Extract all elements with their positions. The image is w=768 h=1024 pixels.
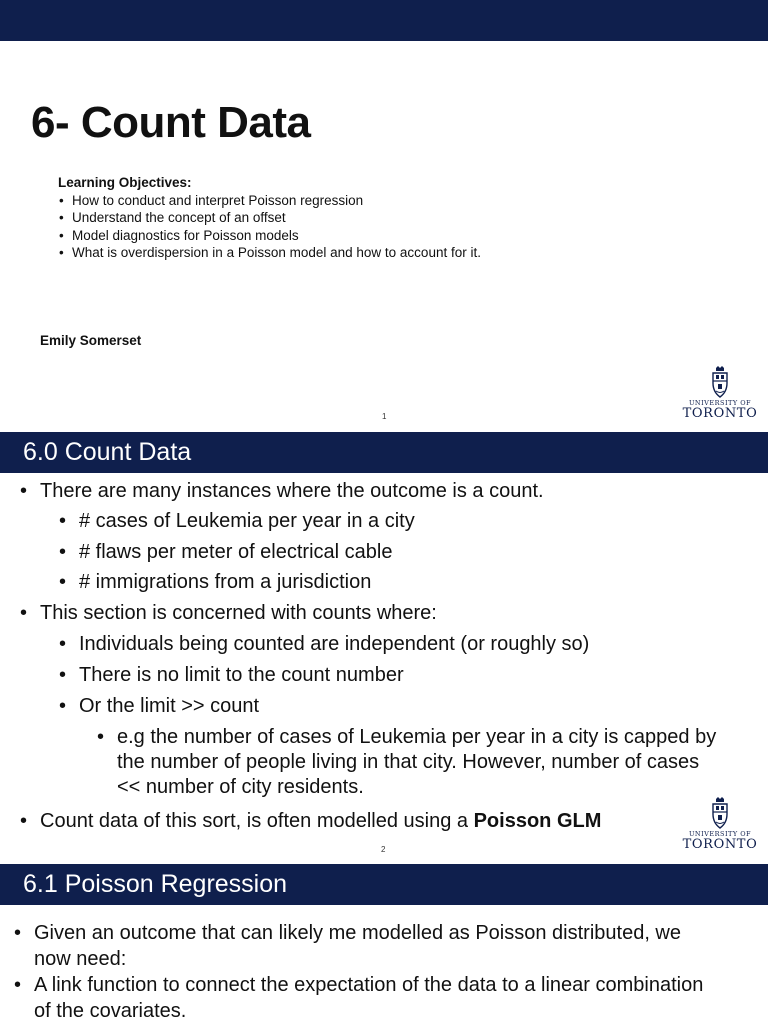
logo-toronto: TORONTO [682, 406, 758, 421]
bullet-item: • A link function to connect the expectation of the data to a linear combination of the covariates. [14, 974, 704, 1022]
bullet-text: Individuals being counted are independent (or roughly so) [79, 633, 590, 655]
logo-university-of: UNIVERSITY OF [688, 830, 752, 838]
objective-item: • Model diagnostics for Poisson models [58, 227, 481, 245]
objectives-heading: Learning Objectives: [58, 175, 192, 190]
bullet-item: • Count data of this sort, is often modelled using a Poisson GLM [20, 810, 602, 832]
bullet-item: • Given an outcome that can likely me modelled as Poisson distributed, we now need: [14, 922, 682, 970]
bullet-text: Given an outcome that can likely me modelled as Poisson distributed, we now need: [34, 922, 682, 970]
university-logo [679, 797, 761, 857]
bullet-text: e.g the number of cases of Leukemia per year in a city is capped by the number of people living in that city. However, number of cases << number of city residents. [117, 726, 717, 798]
slide2-header [0, 432, 768, 473]
bullet-text: This section is concerned with counts where: [40, 602, 437, 624]
bullet-text: # cases of Leukemia per year in a city [79, 510, 415, 532]
bullet-text: # flaws per meter of electrical cable [79, 541, 393, 563]
bullet-item: • # immigrations from a jurisdiction [59, 571, 372, 593]
bullet-item: • # flaws per meter of electrical cable [59, 541, 393, 563]
bullet-bold-text: Poisson GLM [473, 810, 602, 832]
author-name: Emily Somerset [40, 333, 142, 348]
bullet-text: A link function to connect the expectation of the data to a linear combination of the covariates. [34, 974, 704, 1022]
logo-university-of: UNIVERSITY OF [688, 399, 752, 407]
crest-icon [710, 366, 730, 398]
objective-item: • How to conduct and interpret Poisson regression [58, 192, 481, 210]
bullet-text: # immigrations from a jurisdiction [79, 571, 372, 593]
crest-icon [710, 797, 730, 829]
learning-objectives [58, 174, 481, 262]
bullet-item: • There are many instances where the outcome is a count. [20, 480, 544, 502]
university-logo [679, 366, 761, 426]
logo-toronto: TORONTO [682, 837, 758, 852]
bullet-item: • There is no limit to the count number [59, 664, 404, 686]
slide3-header [0, 864, 768, 905]
objective-item: • What is overdispersion in a Poisson model and how to account for it. [58, 244, 481, 262]
bullet-item: • This section is concerned with counts where: [20, 602, 437, 624]
slide2-title: 6.0 Count Data [23, 438, 192, 466]
bullet-item: • Or the limit >> count [59, 695, 260, 717]
page-number: 1 [382, 412, 387, 421]
slide3-title: 6.1 Poisson Regression [23, 870, 288, 898]
bullet-text: Count data of this sort, is often modelled using a [40, 810, 474, 832]
bullet-item: • # cases of Leukemia per year in a city [59, 510, 415, 532]
page-number: 2 [381, 845, 386, 854]
bullet-text: Or the limit >> count [79, 695, 260, 717]
objective-item: • Understand the concept of an offset [58, 209, 481, 227]
objectives-list [58, 192, 481, 262]
bullet-text: There are many instances where the outcome is a count. [40, 480, 544, 502]
bullet-item: • e.g the number of cases of Leukemia per year in a city is capped by the number of people living in that city. However, number of cases << number of city residents. [97, 726, 717, 798]
bullet-item: • Individuals being counted are independent (or roughly so) [59, 633, 590, 655]
slide1-title: 6- Count Data [31, 98, 311, 147]
bullet-text: There is no limit to the count number [79, 664, 404, 686]
slide1-top-bar [0, 0, 768, 41]
